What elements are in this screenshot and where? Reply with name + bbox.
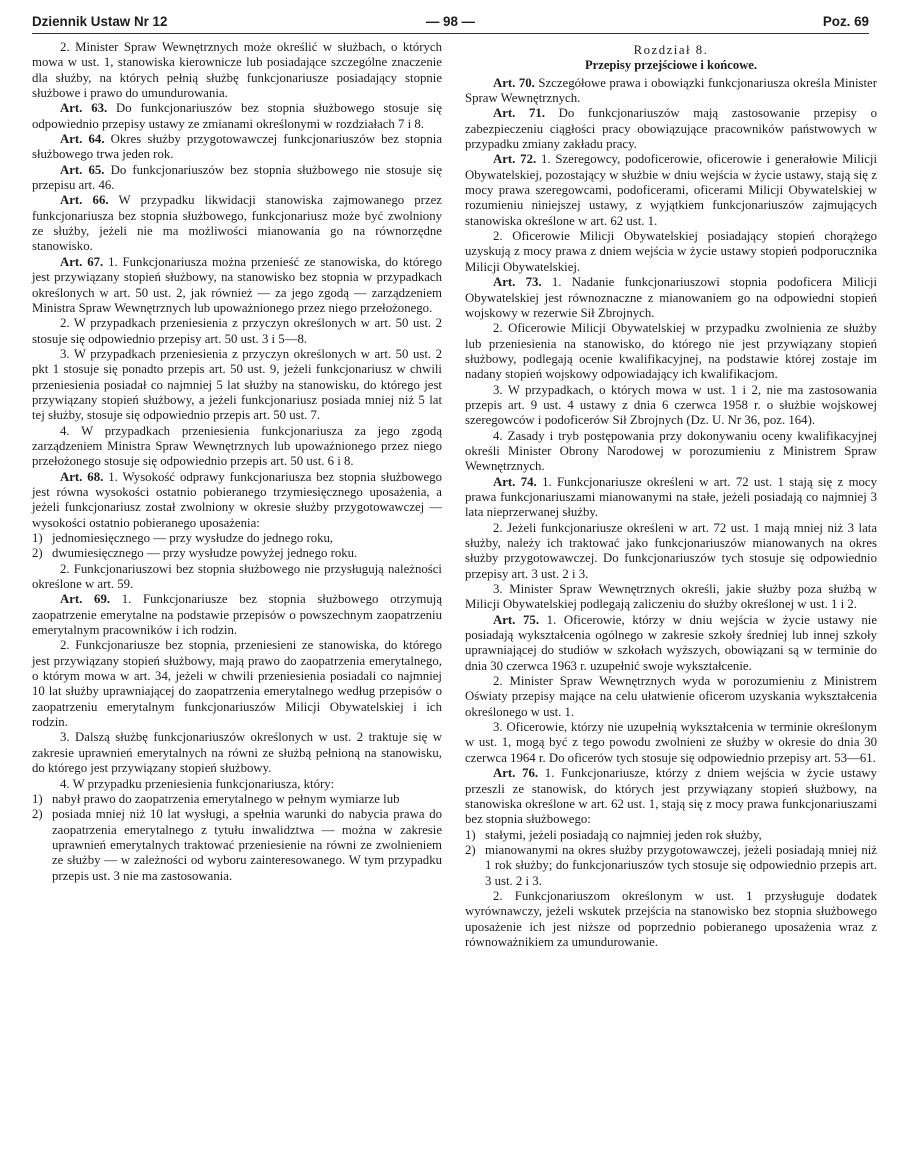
article-label: Art. 72.	[493, 152, 537, 167]
list-item	[32, 531, 442, 546]
list-item	[32, 807, 442, 884]
article-label: Art. 69.	[60, 592, 111, 607]
article-text: 1. Funkcjonariusza można przenieść ze stanowiska, do którego jest przywiązany stopień służbowy, na stanowisko bez stopnia w przypadkach określonych w art. 50 ust. 2, jak również — za jego zgodą — zarządzeniem Ministra Spraw Wewnętrznych lub upoważnionego przez niego przełożonego.	[32, 254, 442, 315]
article-text: Do funkcjonariuszów mają zastosowanie przepisy o zabezpieczeniu ciągłości pracy obowiązujące pracowników państwowych w przypadku zmiany zakładu pracy.	[465, 106, 877, 152]
chapter-heading: Rozdział 8.	[633, 43, 709, 57]
article-label: Art. 74.	[493, 474, 537, 489]
chapter-title: Przepisy przejściowe i końcowe.	[584, 58, 758, 73]
article-paragraph	[32, 470, 442, 531]
article-label: Art. 64.	[60, 132, 105, 147]
list-item	[465, 843, 877, 889]
page-header	[32, 12, 869, 34]
list-item-number: 2)	[32, 546, 43, 561]
left-column	[32, 40, 442, 884]
article-paragraph	[32, 163, 442, 194]
article-paragraph	[32, 101, 442, 132]
article-text: 1. Funkcjonariusze określeni w art. 72 ust. 1 stają się z mocy prawa funkcjonariuszami mianowanymi na stałe, jeżeli posiadają co najmniej 3 lata nieprzerwanej służby.	[465, 474, 877, 520]
list-item-text: nabył prawo do zaopatrzenia emerytalnego w pełnym wymiarze lub	[52, 791, 400, 806]
article-text: 1. Funkcjonariusze, którzy z dniem wejścia w życie ustawy przeszli ze stanowisk, do których jest przywiązany stopień służbowy, na stanowiska określone w art. 62 ust. 1, stają się z mocy prawa funkcjonariuszami bez stopnia służbowego:	[465, 766, 878, 827]
article-paragraph	[465, 475, 877, 521]
paragraph: 2. Minister Spraw Wewnętrznych może określić w służbach, o których mowa w ust. 1, stanowiska kierownicze lub posiadające szczególne znaczenie dla służby, na których pełnią służbę funkcjonariusze posiadający stopnie służbowe i prawo do umundurowania.	[32, 40, 442, 101]
paragraph: 2. Minister Spraw Wewnętrznych wyda w porozumieniu z Ministrem Oświaty przepisy mające na celu ułatwienie oficerom uzyskania wykształcenia określonego w ust. 1.	[465, 674, 877, 719]
right-column	[465, 40, 877, 950]
article-text: Do funkcjonariuszów bez stopnia służbowego stosuje się odpowiednio przepisy ustawy ze zmianami określonymi w rozdziałach 7 i 8.	[32, 101, 442, 131]
list-item-number: 1)	[465, 827, 476, 842]
paragraph: 4. W przypadku przeniesienia funkcjonariusza, który:	[60, 776, 335, 791]
page-number: — 98 —	[425, 14, 476, 29]
article-label: Art. 76.	[493, 766, 539, 781]
list-item-text: stałymi, jeżeli posiadają co najmniej jeden rok służby,	[485, 827, 762, 842]
article-label: Art. 73.	[493, 275, 542, 290]
article-text: 1. Oficerowie, którzy w dniu wejścia w życie ustawy nie posiadają wykształcenia ogólnego w zakresie szkoły średniej lub innej szkoły uprawniającej do studiów w szkołach wyższych, obowiązani są w terminie do dnia 30 czerwca 1963 r. uzupełnić swoje wykształcenie.	[465, 612, 877, 673]
article-paragraph	[32, 193, 442, 254]
article-label: Art. 71.	[493, 106, 546, 121]
list-item-text: jednomiesięcznego — przy wysłudze do jednego roku,	[52, 531, 334, 545]
article-text: 1. Funkcjonariusze bez stopnia służbowego otrzymują zaopatrzenie emerytalne na podstawie przepisów o powszechnym zaopatrzeniu emerytalnym pracowników i ich rodzin.	[32, 592, 443, 638]
position-number: Poz. 69	[822, 14, 869, 29]
article-label: Art. 75.	[493, 612, 540, 627]
article-paragraph	[465, 76, 877, 107]
article-label: Art. 68.	[60, 469, 104, 484]
list-item	[465, 828, 877, 843]
paragraph: 3. W przypadkach przeniesienia z przyczyn określonych w art. 50 ust. 2 pkt 1 stosuje się ponadto przepis art. 50 ust. 9, jeżeli funkcjonariusz w chwili przeniesienia posiadał co najmniej 5 lat służby na stanowisku, do którego jest przywiązany stopień służbowy, a jeżeli funkcjonariusz posiada mniej niż 5 lat tej służby, stosuje się odpowiednio przepis art. 50 ust. 7.	[32, 346, 442, 423]
list-item-text: mianowanymi na okres służby przygotowawczej, jeżeli posiadają mniej niż 1 rok służby; do funkcjonariuszów tych stosuje się odpowiednio przepis art. 3 ust. 2 i 3.	[485, 842, 877, 888]
article-label: Art. 70.	[493, 75, 535, 90]
article-paragraph	[465, 613, 877, 674]
paragraph: 2. Oficerowie Milicji Obywatelskiej posiadający stopień chorążego uzyskują z mocy prawa z dniem wejścia w życie ustawy stopień podporucznika Milicji Obywatelskiej.	[465, 229, 877, 274]
article-text: 1. Szeregowcy, podoficerowie, oficerowie i generałowie Milicji Obywatelskiej, pozostający w służbie w dniu wejścia w życie ustawy, stają się z mocy prawa szeregowcami, podoficerami, oficerami Milicji Obywatelskiej w rozumieniu niniejszej ustawy, z wyjątkiem funkcjonariuszów zajmujących stanowiska określone w art. 62 ust. 1.	[465, 152, 878, 228]
article-paragraph	[32, 132, 442, 163]
list-item-text: posiada mniej niż 10 lat wysługi, a spełnia warunki do nabycia prawa do zaopatrzenia emerytalnego z tytułu inwalidztwa — można w zakresie uprawnień emerytalnych traktować przeniesienie na równi ze zwolnieniem ze służby — w zależności od wyboru zainteresowanego. W tym przypadku przepis ust. 3 nie ma zastosowania.	[52, 807, 442, 883]
paragraph: 3. Oficerowie, którzy nie uzupełnią wykształcenia w terminie określonym w ust. 1, mogą być z tego powodu zwolnieni ze służby w okresie do dnia 30 czerwca 1964 r. Do oficerów tych stosuje się odpowiednio przepisy art. 53—61.	[465, 720, 877, 765]
article-paragraph	[32, 255, 442, 316]
paragraph: 2. Funkcjonariuszom określonym w ust. 1 przysługuje dodatek wyrównawczy, jeżeli wskutek przejścia na stanowisko bez stopnia służbowego uposażenie ich jest niższe od poprzednio pobieranego uposażenia wraz z równoważnikiem za umundurowanie.	[465, 888, 877, 949]
article-text: 1. Wysokość odprawy funkcjonariusza bez stopnia służbowego jest równa wysokości ostatnio pobieranego trzymiesięcznego uposażenia, a jeżeli funkcjonariusz został zwolniony w okresie służby przygotowawczej — wysokości ostatnio pobieranego uposażenia:	[32, 469, 442, 530]
article-text: Szczegółowe prawa i obowiązki funkcjonariusza określa Minister Spraw Wewnętrznych.	[465, 75, 877, 106]
list-item	[32, 792, 442, 807]
list-item-number: 2)	[465, 842, 476, 857]
article-paragraph	[465, 106, 877, 152]
paragraph: 2. Funkcjonariuszowi bez stopnia służbowego nie przysługują należności określone w art. 59.	[32, 561, 442, 592]
paragraph: 2. Jeżeli funkcjonariusze określeni w art. 72 ust. 1 mają mniej niż 3 lata służby, należy ich traktować jako funkcjonariuszów mianowanych na okres służby przygotowawczej. Do funkcjonariuszów tych stosuje się odpowiednio przepisy art. 3 ust. 2 i 3.	[465, 520, 877, 581]
article-label: Art. 67.	[60, 254, 104, 269]
article-label: Art. 66.	[60, 193, 109, 208]
list-item	[32, 546, 442, 561]
article-label: Art. 65.	[60, 162, 105, 177]
list-item-number: 1)	[32, 791, 43, 806]
paragraph: 2. Oficerowie Milicji Obywatelskiej w przypadku zwolnienia ze służby lub przeniesienia na stanowisko, do którego nie jest przywiązany stopień służbowy, podlegają ocenie kwalifikacyjnej, na podstawie której zostaje im nadany stopień wojskowy odpowiadający ich kwalifikacjom.	[465, 321, 877, 382]
paragraph: 4. W przypadkach przeniesienia funkcjonariusza za jego zgodą zarządzeniem Ministra Spraw Wewnętrznych lub upoważnionego przez niego przełożonego stosuje się odpowiednio przepis art. 50 ust. 6 i 8.	[32, 423, 442, 469]
article-paragraph	[465, 152, 877, 229]
article-paragraph	[465, 275, 877, 321]
list-item-number: 1)	[32, 531, 43, 545]
article-text: W przypadku likwidacji stanowiska zajmowanego przez funkcjonariusza bez stopnia służbowego, funkcjonariusz może być zwolniony ze służby, jeżeli nie ma możliwości mianowania go na równorzędne stanowisko.	[32, 193, 442, 254]
article-paragraph	[32, 592, 442, 638]
article-label: Art. 63.	[60, 101, 108, 116]
journal-title: Dziennik Ustaw Nr 12	[32, 14, 168, 29]
list-item-number: 2)	[32, 807, 43, 822]
article-text: 1. Nadanie funkcjonariuszowi stopnia podoficera Milicji Obywatelskiej jest równoznaczne z mianowaniem go na odpowiedni stopień wojskowy w rezerwie Sił Zbrojnych.	[465, 275, 878, 320]
paragraph: 3. W przypadkach, o których mowa w ust. 1 i 2, nie ma zastosowania przepis art. 9 ust. 4 ustawy z dnia 6 czerwca 1958 r. o służbie wojskowej szeregowców i podoficerów Sił Zbrojnych (Dz. U. Nr 36, poz. 164).	[465, 382, 877, 428]
list-item-text: dwumiesięcznego — przy wysłudze powyżej jednego roku.	[52, 546, 358, 561]
header-rule	[32, 33, 869, 34]
paragraph: 3. Minister Spraw Wewnętrznych określi, jakie służby poza służbą w Milicji Obywatelskiej podlegają zaliczeniu do służby określonej w ust. 1 i 2.	[465, 582, 877, 612]
paragraph: 2. Funkcjonariusze bez stopnia, przeniesieni ze stanowiska, do którego jest przywiązany stopień służbowy, mają prawo do zaopatrzenia emerytalnego, o którym mowa w art. 34, jeżeli w chwili przeniesienia posiadali co najmniej 10 lat służby uprawniającej do zaopatrzenia emerytalnego według przepisów o zaopatrzeniu emerytalnym funkcjonariuszów Milicji Obywatelskiej i ich rodzin.	[32, 638, 442, 730]
article-paragraph	[465, 766, 877, 827]
article-text: Do funkcjonariuszów bez stopnia służbowego nie stosuje się przepisu art. 46.	[32, 162, 443, 193]
paragraph: 3. Dalszą służbę funkcjonariuszów określonych w ust. 2 traktuje się w zakresie uprawnień emerytalnych na równi ze służbą pełnioną na stanowisku, do którego jest przywiązany stopień służbowy.	[32, 730, 442, 776]
paragraph: 4. Zasady i tryb postępowania przy dokonywaniu oceny kwalifikacyjnej określi Minister Obrony Narodowej w porozumieniu z Ministrem Spraw Wewnętrznych.	[465, 428, 877, 474]
paragraph: 2. W przypadkach przeniesienia z przyczyn określonych w art. 50 ust. 2 stosuje się odpowiednio przepisy art. 50 ust. 3 i 5—8.	[32, 316, 442, 346]
article-text: Okres służby przygotowawczej funkcjonariuszów bez stopnia służbowego trwa jeden rok.	[32, 132, 443, 162]
